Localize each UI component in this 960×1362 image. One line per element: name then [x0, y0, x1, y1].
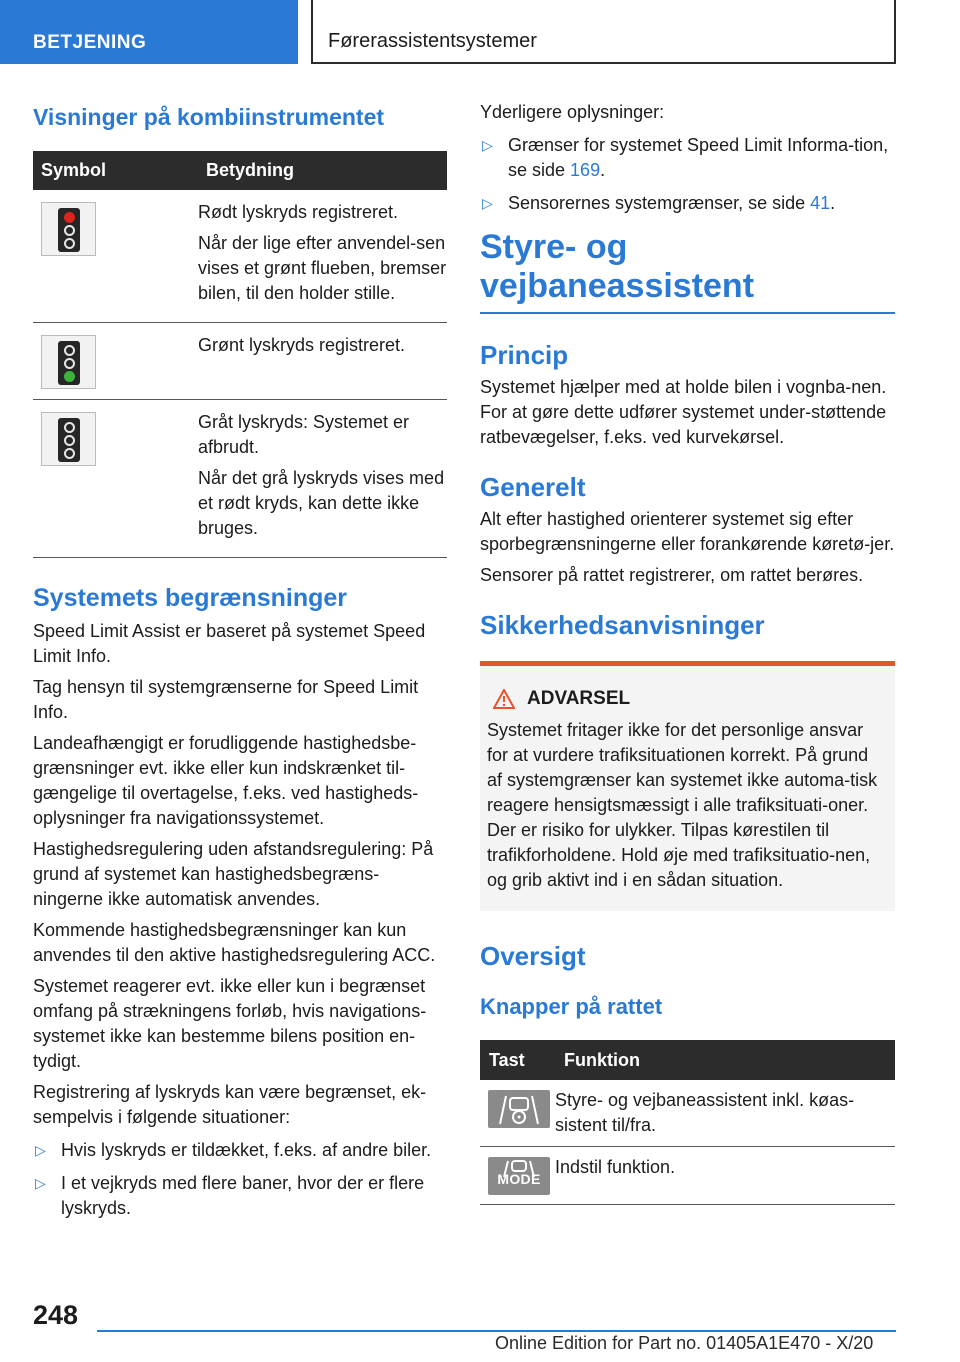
paragraph: Hastighedsregulering uden afstandsregulering: På grund af systemet kan hastighedsbegræns-ningerne ikke automatisk anvendes.	[33, 839, 434, 909]
overview-heading: Oversigt	[480, 941, 586, 971]
list-item: ▷ Grænser for systemet Speed Limit Informa-tion, se side 169.	[482, 135, 889, 180]
warning-icon	[493, 689, 515, 709]
meaning-text: Gråt lyskryds: Systemet er afbrudt.	[198, 412, 410, 457]
page-link[interactable]: 169	[570, 160, 601, 180]
general-heading: Generelt	[480, 472, 586, 502]
page-link[interactable]: 41	[810, 193, 831, 213]
mode-button-icon	[488, 1157, 550, 1195]
warning-box	[480, 661, 895, 911]
paragraph: Tag hensyn til systemgrænserne for Speed Limit Info.	[33, 677, 419, 722]
paragraph: Speed Limit Assist er baseret på systemet Speed Limit Info.	[33, 621, 426, 666]
edition-note: Online Edition for Part no. 01405A1E470 - X/20	[495, 1333, 874, 1353]
header-chapter: Førerassistentsystemer	[311, 0, 896, 64]
warning-title: ADVARSEL	[527, 688, 631, 709]
mode-label: MODE	[497, 1171, 541, 1187]
header-section: BETJENING	[0, 0, 298, 64]
meaning-text: Grønt lyskryds registreret.	[198, 335, 406, 355]
paragraph: Systemet reagerer evt. ikke eller kun i begrænset omfang på strækningens forløb, hvis navigations-systemet ikke kan bestemme bilens position en-tydigt.	[33, 976, 427, 1071]
table-row	[480, 1147, 895, 1205]
meaning-text: Når der lige efter anvendel-sen vises et grønt flueben, bremser bilen, til den holder stille.	[198, 233, 447, 303]
safety-heading: Sikkerhedsanvisninger	[480, 610, 765, 640]
paragraph: Sensorer på rattet registrerer, om rattet berøres.	[480, 565, 864, 585]
table-row	[33, 190, 447, 323]
red-traffic-light-icon	[41, 202, 96, 256]
symbol-table	[33, 151, 447, 558]
function-text: Indstil funktion.	[555, 1147, 895, 1205]
triangle-bullet-icon: ▷	[482, 137, 493, 153]
display-heading: Visninger på kombiinstrumentet	[33, 104, 385, 130]
table-row	[33, 400, 447, 558]
footer-divider	[97, 1330, 896, 1332]
warning-text: Systemet fritager ikke for det personlige ansvar for at vurdere trafiksituationen korrekt. På grund af systemgrænser kan systemet ikke automa-tisk reagere hensigtsmæssigt i alle trafiksituati-oner. Der er risiko for ulykker. Tilpas kørestilen til trafikforholdene. Hold øje med trafiksituatio-nen, og grib aktivt ind i en sådan situation.	[487, 720, 878, 890]
situation-list	[33, 1138, 447, 1221]
left-column	[33, 100, 447, 1229]
paragraph: Systemet hjælper med at holde bilen i vognba-nen. For at gøre dette udfører systemet under-støttende ratbevægelser, f.eks. ved kurvekørsel.	[480, 377, 887, 447]
function-column-header: Funktion	[555, 1040, 895, 1080]
keys-table	[480, 1040, 895, 1205]
right-column	[480, 100, 895, 1205]
list-item: ▷ I et vejkryds med flere baner, hvor der er flere lyskryds.	[35, 1173, 425, 1218]
key-column-header: Tast	[480, 1040, 555, 1080]
paragraph: Registrering af lyskryds kan være begrænset, ek-sempelvis i følgende situationer:	[33, 1082, 427, 1127]
list-item: ▷ Sensorernes systemgrænser, se side 41.	[480, 191, 895, 216]
main-heading: Styre- og vejbaneassistent	[480, 228, 895, 314]
symbol-column-header: Symbol	[33, 151, 198, 190]
page-number: 248	[33, 1300, 79, 1330]
paragraph: Landeafhængigt er forudliggende hastighedsbe-grænsninger evt. ikke eller kun indskrænket til-gængelige til overtagelse, f.eks. ved hastigheds-oplysninger fra navigationssystemet.	[33, 733, 419, 828]
info-list	[480, 133, 895, 216]
function-text: Styre- og vejbaneassistent inkl. køas-sistent til/fra.	[555, 1080, 895, 1147]
paragraph: Alt efter hastighed orienterer systemet sig efter sporbegrænsningerne eller forankørende køretø-jer.	[480, 509, 895, 554]
limitations-heading: Systemets begrænsninger	[33, 584, 347, 612]
lane-assist-button-icon	[488, 1090, 550, 1128]
meaning-column-header: Betydning	[198, 151, 447, 190]
meaning-text: Når det grå lyskryds vises med et rødt kryds, kan dette ikke bruges.	[198, 468, 445, 538]
table-row	[33, 323, 447, 400]
buttons-heading: Knapper på rattet	[480, 994, 663, 1019]
triangle-bullet-icon: ▷	[35, 1142, 46, 1158]
green-traffic-light-icon	[41, 335, 96, 389]
principle-heading: Princip	[480, 340, 569, 370]
list-item: ▷ Hvis lyskryds er tildækket, f.eks. af andre biler.	[33, 1138, 447, 1163]
triangle-bullet-icon: ▷	[482, 195, 493, 211]
meaning-text: Rødt lyskryds registreret.	[198, 202, 399, 222]
paragraph: Kommende hastighedsbegrænsninger kan kun anvendes til den aktive hastighedsregulering ACC.	[33, 920, 436, 965]
further-info-label: Yderligere oplysninger:	[480, 102, 665, 122]
triangle-bullet-icon: ▷	[35, 1175, 46, 1191]
table-row	[480, 1080, 895, 1147]
grey-traffic-light-icon	[41, 412, 96, 466]
